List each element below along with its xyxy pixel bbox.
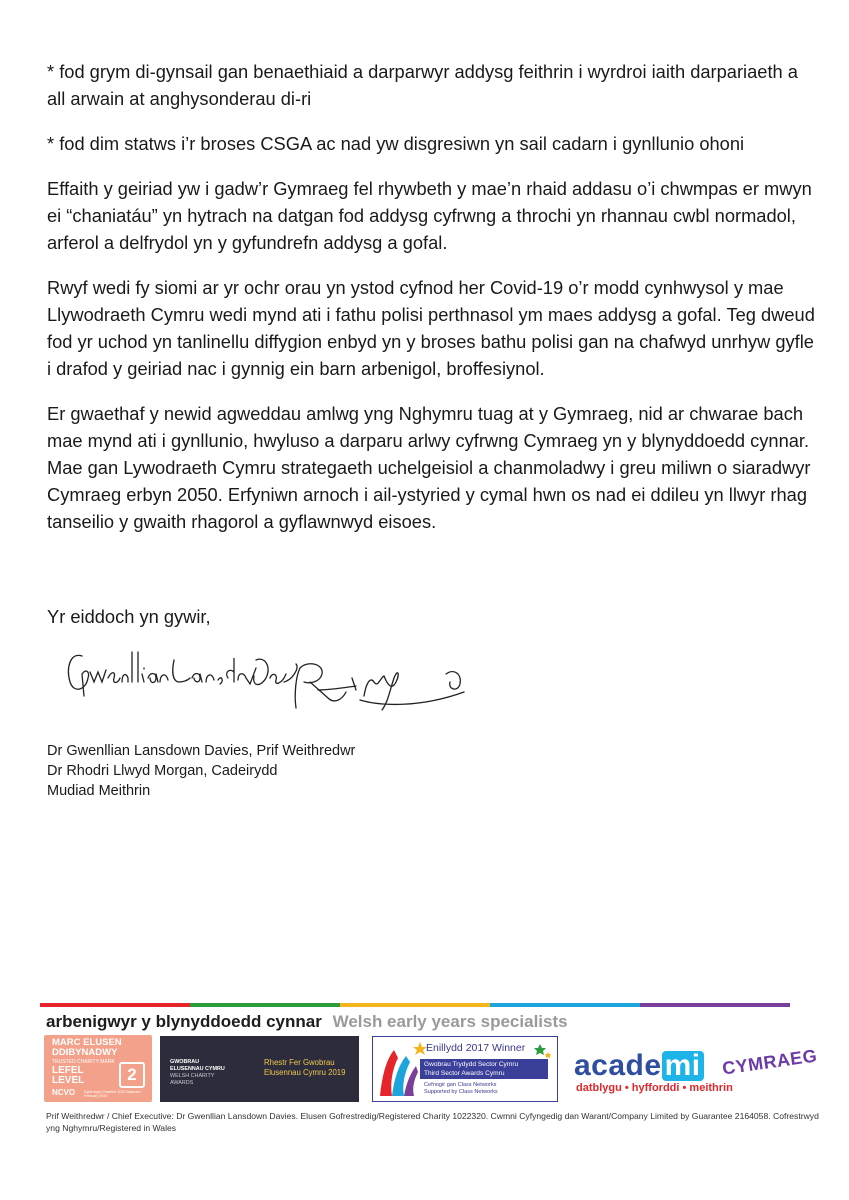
third-sector-awards-badge (372, 1036, 558, 1102)
small-print-chief-executive: Prif Weithredwr / Chief Executive: Dr Gwenllian Lansdown Davies. (46, 1111, 299, 1121)
signatory-organisation: Mudiad Meithrin (47, 783, 151, 799)
badge-marc-award-date: Dyfarnwyd Chwefror 2020 Awarded February 2020 (84, 1090, 141, 1098)
signatory-chair: Dr Rhodri Llwyd Morgan, Cadeirydd (47, 763, 278, 779)
winner-supporter: Cefnogir gan Class Networks Supported by Class Networks (424, 1082, 498, 1095)
footer-bar-segment (190, 1003, 340, 1007)
letter-body (47, 58, 817, 553)
paragraph-effect: Effaith y geiriad yw i gadw’r Gymraeg fel rhywbeth y mae’n rhaid addasu o’i chwmpas er mwyn ei “chaniatáu” yn hytrach na datgan fod addysg cyfrwng a throchi yn rhannau cwbl normadol, arferol a delfrydol yn y gyfundrefn addysg a gofal. (47, 178, 812, 253)
small-print-registration: Elusen Gofrestredig/Registered Charity 1022320. Cwmni Cyfyngedig dan Warant/Company Limited by Guarantee 2164058. Cofrestrwyd yng Nghymru/Registered in Wales (46, 1111, 819, 1133)
badge-welsh-subtitle: WELSH CHARITY AWARDS (170, 1073, 215, 1086)
handwritten-signatures (60, 638, 480, 726)
footer-small-print (46, 1110, 826, 1134)
paragraph-strategy: Er gwaethaf y newid agweddau amlwg yng Nghymru tuag at y Gymraeg, nid ar chwarae bach mae mynd ati i gynllunio, hwyluso a darparu arlwy cyfrwng Cymraeg yn y blynyddoedd cynnar. Mae gan Lywodraeth Cymru strategaeth uchelgeisiol a chanmoladwy i greu miliwn o siaradwyr Cymraeg erbyn 2050. Erfyniwn arnoch i ail-ystyried y cymal hwn os nad ei ddileu yn llwyr rhag tanseilio y gwaith rhagorol a gyflawnwyd eisoes. (47, 403, 811, 532)
shortlist-badge (254, 1036, 359, 1102)
badge-marc-level-label: LEFEL LEVEL (52, 1065, 85, 1086)
paragraph-bullet-2: * fod dim statws i’r broses CSGA ac nad yw disgresiwn yn sail cadarn i gynllunio ohoni (47, 133, 745, 154)
winner-title: Enillydd 2017 Winner (426, 1042, 526, 1054)
badge-marc-level-number: 2 (119, 1062, 145, 1088)
signatures (60, 638, 480, 726)
closing-salutation: Yr eiddoch yn gywir, (47, 606, 211, 627)
cymraeg-logo: CYMRAEG (721, 1045, 819, 1079)
shortlist-text: Rhestr Fer Gwobrau Elusennau Cymru 2019 (264, 1058, 346, 1077)
signature-rhodri (295, 664, 464, 710)
signature-gwenllian (69, 652, 298, 696)
academi-tagline: datblygu • hyfforddi • meithrin (576, 1082, 733, 1094)
footer-bar-segment (640, 1003, 790, 1007)
badge-welsh-title: GWOBRAU ELUSENNAU CYMRU (170, 1059, 225, 1072)
tagline-english: Welsh early years specialists (332, 1012, 568, 1031)
signatories (47, 741, 355, 801)
trusted-charity-mark-badge (44, 1035, 152, 1102)
paragraph-bullet-1: * fod grym di-gynsail gan benaethiaid a darparwyr addysg feithrin i wyrdroi iaith darpariaeth a all arwain at anghysonderau di-ri (47, 61, 798, 109)
paragraph-covid: Rwyf wedi fy siomi ar yr ochr orau yn ystod cyfnod her Covid-19 o’r modd cynhwysol y mae Llywodraeth Cymru wedi mynd ati i fathu polisi perthnasol ym maes addysg a gofal. Teg dweud fod yr uchod yn tanlinellu diffygion enbyd yn y broses bathu polisi gan na chafwyd unrhyw gyfle i drafod y geiriad nac i gynnig ein barn arbenigol, broffesiynol. (47, 277, 815, 379)
footer-tagline (46, 1012, 568, 1032)
footer-bar-segment (340, 1003, 490, 1007)
winner-award-name: Gwobrau Trydydd Sector Cymru Third Sector Awards Cymru (420, 1059, 548, 1079)
footer-color-bar (40, 1003, 790, 1007)
footer-bar-segment (40, 1003, 190, 1007)
signatory-ceo: Dr Gwenllian Lansdown Davies, Prif Weithredwr (47, 743, 356, 759)
badge-marc-title: MARC ELUSEN DDIBYNADWY (52, 1037, 122, 1058)
footer-bar-segment (490, 1003, 640, 1007)
ncvo-logo: NCVO (52, 1088, 76, 1097)
tagline-welsh: arbenigwyr y blynyddoedd cynnar (46, 1012, 322, 1031)
badge-marc-subtitle: TRUSTED CHARITY MARK (52, 1059, 115, 1065)
welsh-charity-awards-badge (160, 1036, 264, 1102)
academi-logo: acade mi (574, 1050, 704, 1082)
